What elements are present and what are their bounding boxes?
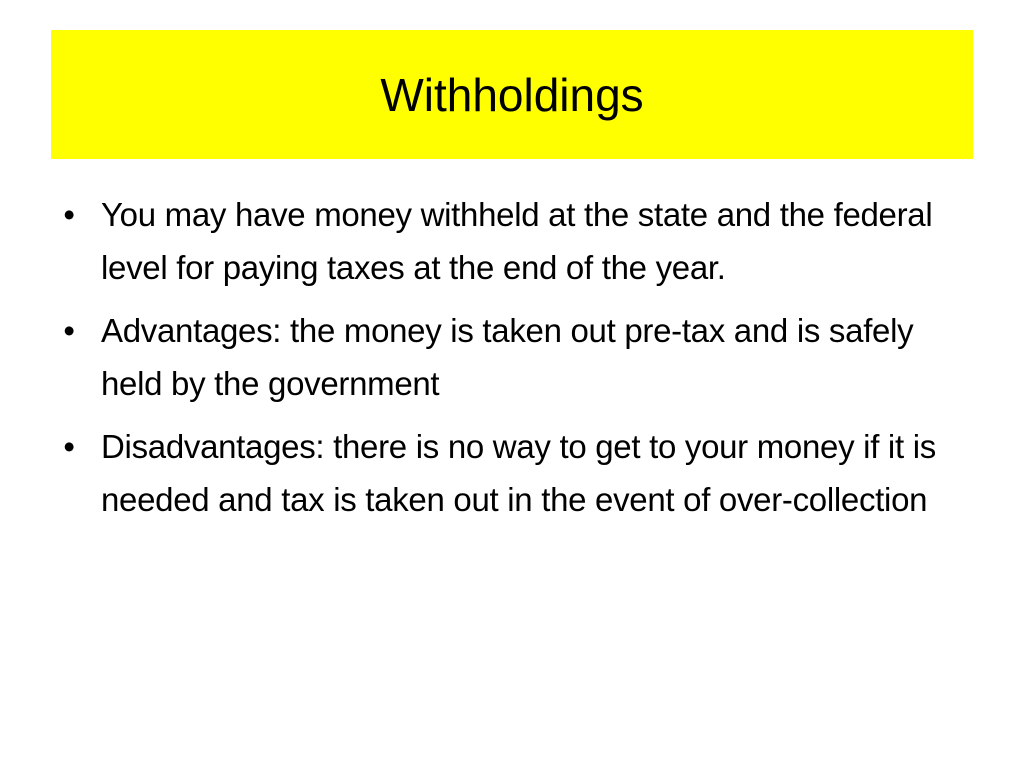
bullet-text: Disadvantages: there is no way to get to your money if it is needed and tax is taken out in the event of over-collection	[101, 428, 936, 518]
bullet-item	[58, 188, 958, 294]
slide-title: Withholdings	[380, 68, 644, 121]
bullet-list	[58, 188, 958, 536]
bullet-icon: •	[63, 428, 75, 465]
bullet-icon: •	[63, 312, 75, 349]
title-banner	[51, 30, 973, 159]
bullet-item	[58, 304, 958, 410]
bullet-item	[58, 420, 958, 526]
bullet-icon: •	[63, 196, 75, 233]
bullet-text: Advantages: the money is taken out pre-tax and is safely held by the government	[101, 312, 914, 402]
bullet-text: You may have money withheld at the state and the federal level for paying taxes at the end of the year.	[101, 196, 933, 286]
